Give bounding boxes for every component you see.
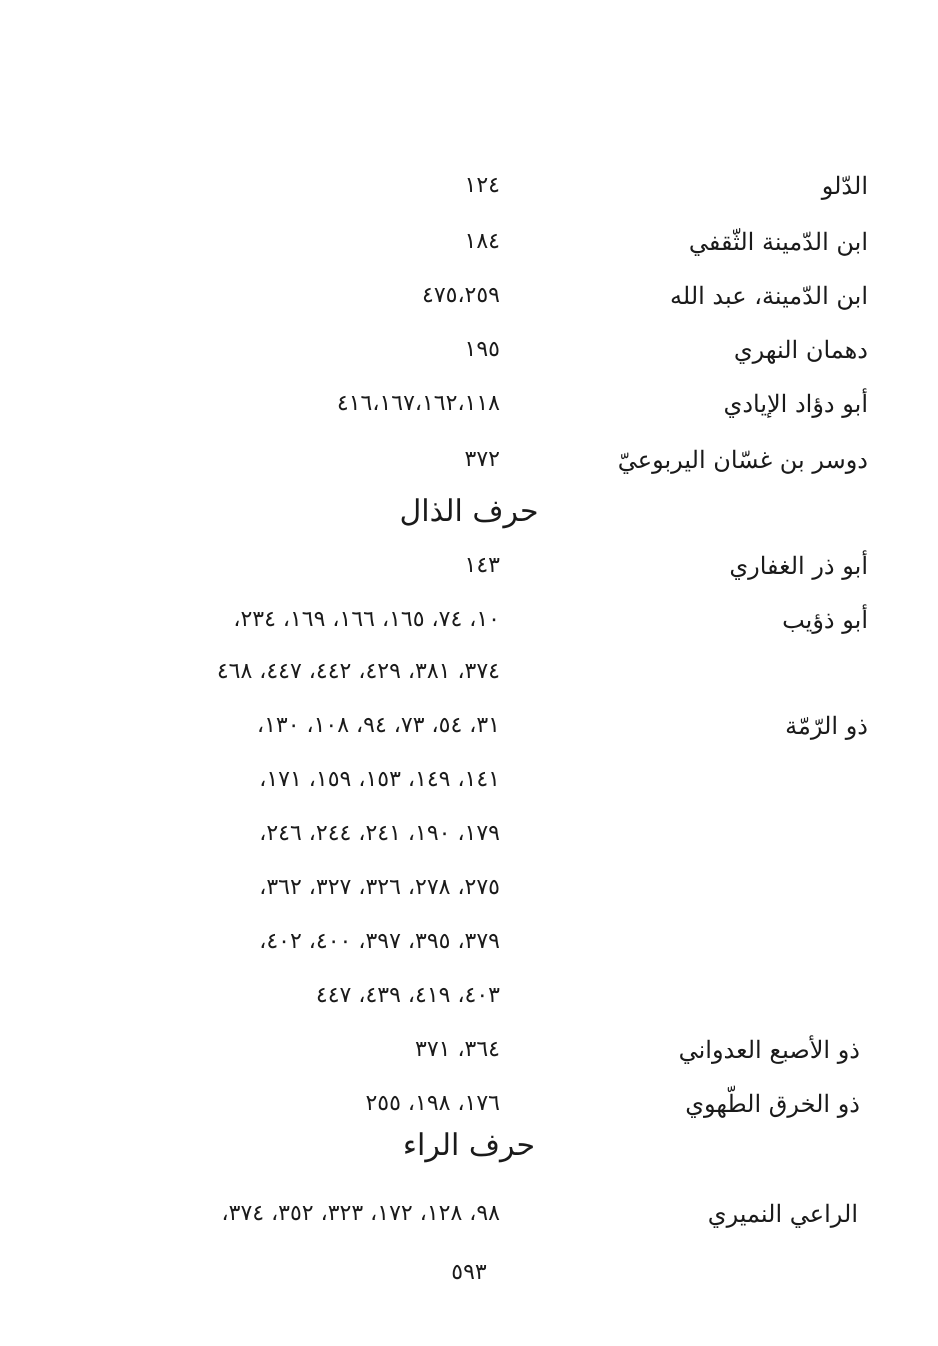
index-entry-continuation — [0, 868, 938, 908]
index-entry — [0, 166, 938, 206]
entry-name: دوسر بن غسّان اليربوعيّ — [617, 446, 868, 474]
entry-name: الراعي النميري — [707, 1200, 858, 1228]
index-entry — [0, 706, 938, 746]
entry-name: ذو الأصبع العدواني — [678, 1036, 860, 1064]
entry-pages: ٤٠٣، ٤١٩، ٤٣٩، ٤٤٧ — [315, 983, 500, 1008]
page-number: ٥٩٣ — [451, 1260, 487, 1285]
index-entry — [0, 222, 938, 262]
entry-pages: ١٧٩، ١٩٠، ٢٤١، ٢٤٤، ٢٤٦، — [259, 821, 500, 846]
index-entry — [0, 276, 938, 316]
entry-pages: ٣٧٩، ٣٩٥، ٣٩٧، ٤٠٠، ٤٠٢، — [259, 929, 500, 954]
entry-pages: ١٤١، ١٤٩، ١٥٣، ١٥٩، ١٧١، — [259, 767, 500, 792]
index-entry — [0, 384, 938, 424]
index-entry-continuation — [0, 814, 938, 854]
index-entry-continuation — [0, 922, 938, 962]
index-entry — [0, 600, 938, 640]
section-heading-ra: حرف الراء — [402, 1128, 536, 1163]
entry-name: أبو دؤاد الإيادي — [723, 390, 868, 418]
index-entry — [0, 1030, 938, 1070]
entry-pages: ٣١، ٥٤، ٧٣، ٩٤، ١٠٨، ١٣٠، — [256, 713, 500, 738]
section-heading-dhal: حرف الذال — [399, 494, 539, 529]
entry-pages: ١٧٦، ١٩٨، ٢٥٥ — [365, 1091, 500, 1116]
index-entry — [0, 1084, 938, 1124]
entry-name: ذو الخرق الطّهوي — [685, 1090, 860, 1118]
entry-pages: ٩٨، ١٢٨، ١٧٢، ٣٢٣، ٣٥٢، ٣٧٤، — [221, 1201, 500, 1226]
entry-pages: ٤١٦،١٦٧،١٦٢،١١٨ — [336, 391, 500, 416]
entry-name: ذو الرّمّة — [785, 712, 868, 740]
entry-pages: ٢٧٥، ٢٧٨، ٣٢٦، ٣٢٧، ٣٦٢، — [259, 875, 500, 900]
entry-name: الدّلو — [821, 172, 868, 200]
entry-pages: ١٩٥ — [464, 337, 500, 362]
index-entry — [0, 1194, 938, 1234]
index-entry-continuation — [0, 760, 938, 800]
entry-name: ابن الدّمينة، عبد الله — [670, 282, 868, 310]
entry-name: دهمان النهري — [733, 336, 868, 364]
entry-pages: ١٢٤ — [464, 173, 500, 198]
entry-pages: ١٤٣ — [464, 553, 500, 578]
entry-pages: ١٠، ٧٤، ١٦٥، ١٦٦، ١٦٩، ٢٣٤، — [233, 607, 500, 632]
index-entry-continuation — [0, 652, 938, 692]
index-entry — [0, 330, 938, 370]
entry-pages: ٣٧٤، ٣٨١، ٤٢٩، ٤٤٢، ٤٤٧، ٤٦٨ — [216, 659, 500, 684]
index-entry-continuation — [0, 976, 938, 1016]
entry-name: أبو ذر الغفاري — [729, 552, 868, 580]
entry-pages: ٣٦٤، ٣٧١ — [415, 1037, 500, 1062]
entry-pages: ٣٧٢ — [464, 447, 500, 472]
entry-pages: ٤٧٥،٢٥٩ — [422, 283, 500, 308]
entry-name: ابن الدّمينة الثّقفي — [688, 228, 868, 256]
entry-name: أبو ذؤيب — [782, 606, 868, 634]
index-entry — [0, 440, 938, 480]
index-entry — [0, 546, 938, 586]
entry-pages: ١٨٤ — [464, 229, 500, 254]
